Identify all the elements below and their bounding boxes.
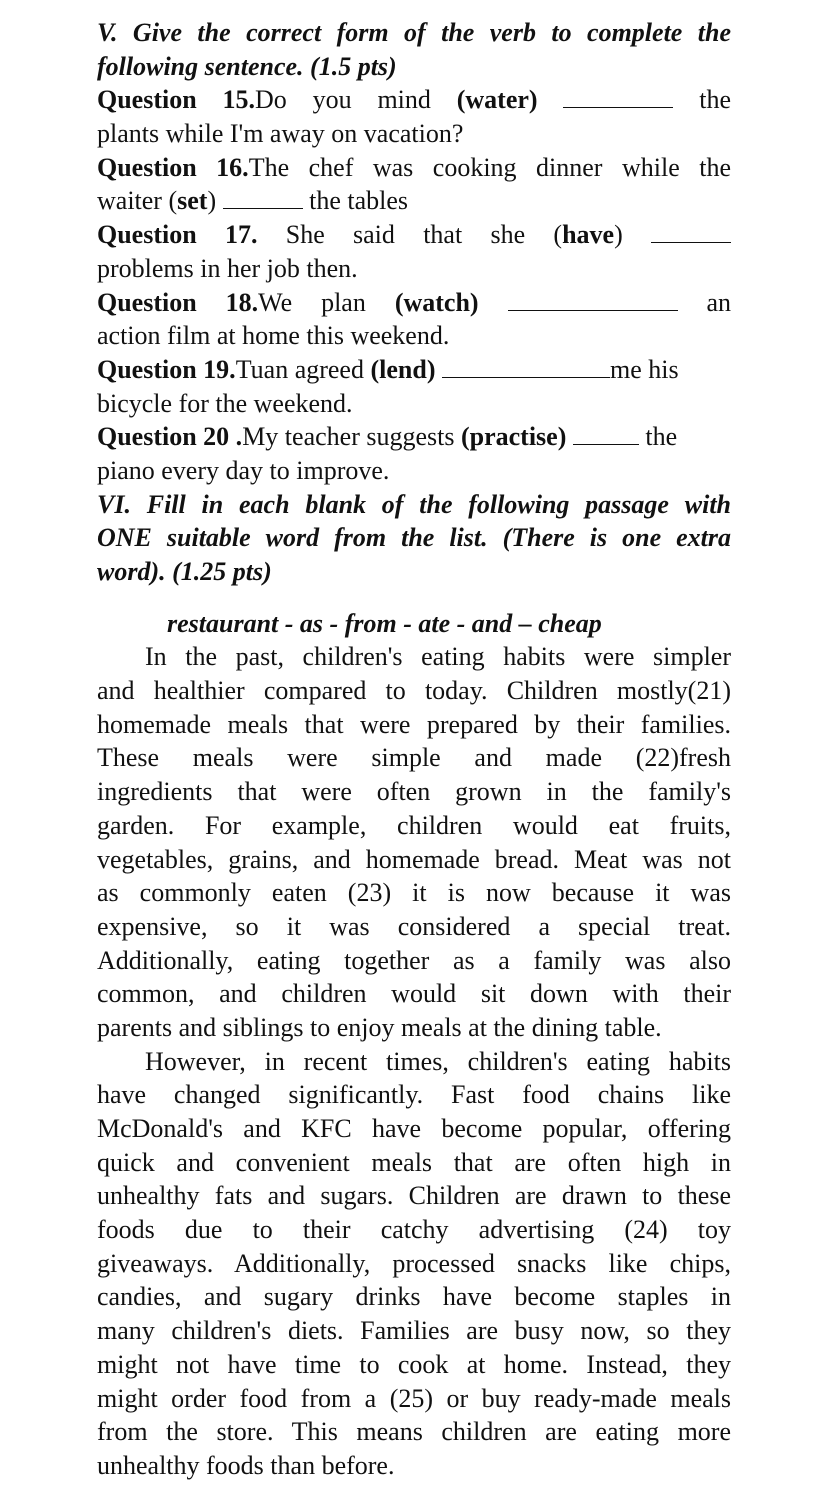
- question-16-after: the tables: [309, 186, 409, 216]
- section-6-heading-line-3: word). (1.25 pts): [97, 557, 272, 586]
- question-20-text: My teacher suggests: [242, 422, 455, 452]
- passage-line: unhealthy foods than before.: [97, 1450, 395, 1480]
- section-6-heading-line-1: VI. Fill in each blank of the following passage with: [97, 489, 731, 519]
- question-19-text: Tuan agreed: [235, 354, 364, 384]
- passage-line: have changed significantly. Fast food chains like: [97, 1080, 731, 1110]
- question-16-text: The chef was cooking dinner while the: [248, 152, 731, 182]
- worksheet-page: [97, 16, 731, 1483]
- question-16-label: Question 16.: [97, 152, 249, 182]
- passage-line: candies, and sugary drinks have become staples in: [97, 1282, 731, 1312]
- passage-paragraph-2: [97, 1045, 731, 1483]
- question-18-label: Question 18.: [97, 287, 259, 317]
- question-17-line-2: problems in her job then.: [97, 253, 358, 283]
- passage-line: In the past, children's eating habits were simpler: [145, 642, 731, 672]
- question-20: [97, 420, 731, 454]
- question-18: [97, 286, 731, 320]
- question-16-line-2: [97, 184, 731, 218]
- question-19: [97, 353, 731, 387]
- question-15-text: Do you mind: [255, 85, 431, 115]
- passage-line: These meals were simple and made (22)fresh: [97, 743, 731, 773]
- section-5-heading-line-2: following sentence. (1.5 pts): [97, 51, 397, 81]
- section-6-heading-line-2: ONE suitable word from the list. (There is one extra: [97, 523, 731, 553]
- question-19-verb: (lend): [370, 354, 436, 384]
- passage-line: might order food from a (25) or buy ready-made meals: [97, 1383, 731, 1413]
- question-20-label: Question 20 .: [97, 422, 243, 452]
- question-17-verb: have: [562, 220, 615, 250]
- question-15-line-2: plants while I'm away on vacation?: [97, 119, 464, 149]
- passage-line: unhealthy fats and sugars. Children are drawn to these: [97, 1181, 731, 1211]
- passage-line: many children's diets. Families are busy now, so they: [97, 1316, 731, 1346]
- passage-line: might not have time to cook at home. Instead, they: [97, 1349, 731, 1379]
- question-15-verb: (water): [456, 85, 538, 115]
- passage-line: parents and siblings to enjoy meals at the dining table.: [97, 1012, 662, 1042]
- answer-blank-16[interactable]: [223, 188, 303, 209]
- passage-line: However, in recent times, children's eating habits: [145, 1046, 731, 1076]
- question-16-before-verb: waiter (: [97, 186, 178, 216]
- passage-paragraph-1: [97, 640, 731, 1044]
- passage-line: garden. For example, children would eat fruits,: [97, 810, 731, 840]
- passage-line: Additionally, eating together as a family was also: [97, 945, 731, 975]
- answer-blank-19[interactable]: [442, 357, 610, 378]
- passage-line: quick and convenient meals that are often high in: [97, 1147, 731, 1177]
- question-18-verb: (watch): [394, 287, 479, 317]
- question-17-label: Question 17.: [97, 220, 258, 250]
- question-16-verb: set: [177, 186, 208, 216]
- answer-blank-20[interactable]: [573, 424, 639, 445]
- section-5-heading-line-1: V. Give the correct form of the verb to complete the: [97, 18, 731, 47]
- question-15: [97, 83, 731, 117]
- question-16-after-verb: ): [207, 186, 217, 216]
- question-19-label: Question 19.: [97, 354, 236, 384]
- passage-line: giveaways. Additionally, processed snacks like chips,: [97, 1248, 731, 1278]
- question-19-line-2: bicycle for the weekend.: [97, 388, 353, 418]
- question-15-after: the: [699, 85, 731, 115]
- spacer: [97, 589, 731, 607]
- passage-line: common, and children would sit down with their: [97, 979, 731, 1009]
- passage-line: vegetables, grains, and homemade bread. Meat was not: [97, 844, 731, 874]
- passage-line: ingredients that were often grown in the family's: [97, 777, 731, 807]
- question-18-line-2: action film at home this weekend.: [97, 321, 450, 351]
- passage-line: McDonald's and KFC have become popular, offering: [97, 1114, 731, 1143]
- question-20-line-2: piano every day to improve.: [97, 455, 390, 485]
- passage-line: as commonly eaten (23) it is now because it was: [97, 878, 731, 908]
- question-19-after: me his: [609, 354, 679, 384]
- passage-line: homemade meals that were prepared by their families.: [97, 709, 731, 739]
- passage-line: and healthier compared to today. Children mostly(21): [97, 676, 731, 706]
- answer-blank-17[interactable]: [651, 222, 731, 243]
- question-18-text: We plan: [258, 287, 366, 317]
- passage-line: from the store. This means children are eating more: [97, 1417, 731, 1447]
- question-20-after: the: [645, 422, 678, 452]
- word-list: restaurant - as - from - ate - and – cheap: [167, 608, 602, 638]
- question-20-verb: (practise): [460, 422, 567, 452]
- answer-blank-15[interactable]: [563, 87, 673, 108]
- passage-line: expensive, so it was considered a special treat.: [97, 911, 731, 941]
- passage-line: foods due to their catchy advertising (24) toy: [97, 1215, 731, 1245]
- question-17-text: She said that she (: [285, 220, 563, 250]
- question-17-after-verb: ): [614, 220, 623, 250]
- question-16: [97, 151, 731, 185]
- question-15-label: Question 15.: [97, 85, 256, 115]
- question-17: [97, 218, 731, 252]
- answer-blank-18[interactable]: [508, 290, 678, 311]
- question-18-after: an: [706, 287, 731, 317]
